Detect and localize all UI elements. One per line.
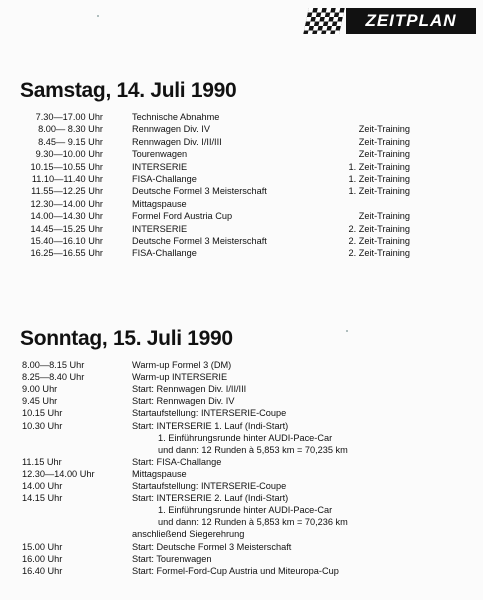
row-session: Zeit-Training (358, 149, 410, 160)
row-time: 14.15 Uhr (22, 493, 63, 504)
schedule-row (0, 541, 483, 553)
row-event: anschließend Siegerehrung (132, 529, 245, 540)
day-title-sunday: Sonntag, 15. Juli 1990 (20, 327, 233, 350)
row-time: 11.15 Uhr (22, 456, 62, 467)
row-time: 9.00 Uhr (22, 384, 58, 395)
schedule-row (0, 123, 483, 135)
schedule-row (0, 371, 483, 383)
schedule-row (0, 504, 483, 516)
row-event: Start: INTERSERIE 1. Lauf (Indi-Start) (132, 420, 289, 431)
row-time: 16.40 Uhr (22, 565, 63, 576)
row-event: Start: FISA-Challange (132, 456, 222, 467)
schedule-row (0, 407, 483, 419)
row-time: 16.25—16.55 Uhr (30, 248, 103, 259)
row-event: Start: INTERSERIE 2. Lauf (Indi-Start) (132, 493, 289, 504)
row-session: 2. Zeit-Training (348, 236, 410, 246)
schedule-row (0, 432, 483, 444)
row-time: 14.45—15.25 Uhr (30, 223, 103, 234)
scan-speck (346, 330, 348, 332)
row-event: Rennwagen Div. IV (132, 124, 210, 135)
row-event: Deutsche Formel 3 Meisterschaft (132, 186, 267, 197)
row-time: 9.30—10.00 Uhr (35, 149, 103, 160)
row-event: Startaufstellung: INTERSERIE-Coupe (132, 481, 287, 491)
scan-speck (97, 15, 99, 17)
row-time: 15.40—16.10 Uhr (30, 236, 103, 246)
row-time: 14.00—14.30 Uhr (30, 211, 103, 222)
row-event: Mittagspause (132, 198, 187, 209)
row-session: 1. Zeit-Training (348, 174, 410, 184)
row-event: INTERSERIE (132, 161, 188, 172)
schedule-row (0, 210, 483, 222)
row-time: 8.00—8.15 Uhr (22, 360, 85, 370)
row-event: Warm-up INTERSERIE (132, 372, 228, 383)
row-time: 8.00— 8.30 Uhr (38, 124, 103, 135)
row-time: 9.45 Uhr (22, 396, 58, 407)
row-event: FISA-Challange (132, 174, 197, 184)
row-session: 1. Zeit-Training (348, 186, 410, 197)
row-time: 7.30—17.00 Uhr (35, 112, 103, 122)
row-event: FISA-Challange (132, 248, 197, 259)
row-time: 14.00 Uhr (22, 481, 63, 491)
schedule-row (0, 456, 483, 468)
schedule-row (0, 136, 483, 148)
row-session: 2. Zeit-Training (348, 223, 410, 234)
header-title: ZEITPLAN (346, 8, 476, 34)
schedule-row (0, 161, 483, 173)
schedule-row (0, 173, 483, 185)
row-time: 10.15 Uhr (22, 408, 63, 419)
row-event: Warm-up Formel 3 (DM) (132, 360, 232, 370)
row-time: 10.30 Uhr (22, 420, 63, 431)
row-session: Zeit-Training (358, 211, 410, 222)
schedule-row (0, 420, 483, 432)
row-event: und dann: 12 Runden à 5,853 km = 70,236 km (158, 517, 348, 528)
row-event: Mittagspause (132, 468, 187, 479)
day-title-saturday: Samstag, 14. Juli 1990 (20, 79, 237, 102)
row-time: 8.45— 9.15 Uhr (38, 136, 103, 147)
row-time: 11.10—11.40 Uhr (31, 174, 103, 184)
row-time: 12.30—14.00 Uhr (30, 198, 103, 209)
row-event: Deutsche Formel 3 Meisterschaft (132, 236, 267, 246)
row-session: 1. Zeit-Training (348, 161, 410, 172)
row-session: Zeit-Training (358, 136, 410, 147)
schedule-row (0, 247, 483, 259)
schedule-row (0, 553, 483, 565)
schedule-row (0, 395, 483, 407)
schedule-row (0, 359, 483, 371)
row-event: Technische Abnahme (132, 112, 220, 122)
zeitplan-header (306, 8, 476, 34)
row-event: Start: Rennwagen Div. IV (132, 396, 235, 407)
schedule-row (0, 235, 483, 247)
schedule-row (0, 468, 483, 480)
row-time: 16.00 Uhr (22, 553, 63, 564)
row-time: 11.55—12.25 Uhr (31, 186, 103, 197)
schedule-row (0, 383, 483, 395)
row-event: Start: Formel-Ford-Cup Austria und Miteuropa-Cup (132, 565, 339, 576)
row-event: Formel Ford Austria Cup (132, 211, 233, 222)
schedule-row (0, 516, 483, 528)
row-session: Zeit-Training (358, 124, 410, 135)
row-event: Tourenwagen (132, 149, 188, 160)
row-session: 2. Zeit-Training (348, 248, 410, 259)
row-time: 8.25—8.40 Uhr (22, 372, 85, 383)
row-event: Startaufstellung: INTERSERIE-Coupe (132, 408, 287, 419)
schedule-row (0, 198, 483, 210)
row-time: 15.00 Uhr (22, 541, 63, 552)
schedule-row (0, 492, 483, 504)
schedule-row (0, 185, 483, 197)
row-event: INTERSERIE (132, 223, 188, 234)
schedule-row (0, 565, 483, 577)
schedule-row (0, 148, 483, 160)
row-event: und dann: 12 Runden à 5,853 km = 70,235 km (158, 444, 348, 455)
schedule-row (0, 223, 483, 235)
schedule-row (0, 528, 483, 540)
row-event: Rennwagen Div. I/II/III (132, 136, 222, 147)
row-event: 1. Einführungsrunde hinter AUDI-Pace-Car (158, 505, 333, 516)
row-time: 10.15—10.55 Uhr (30, 161, 103, 172)
schedule-row (0, 444, 483, 456)
row-event: Start: Deutsche Formel 3 Meisterschaft (132, 541, 292, 552)
checkered-flag-icon (303, 8, 345, 34)
schedule-row (0, 111, 483, 123)
schedule-row (0, 480, 483, 492)
row-event: Start: Rennwagen Div. I/II/III (132, 384, 247, 395)
row-time: 12.30—14.00 Uhr (22, 468, 95, 479)
row-event: 1. Einführungsrunde hinter AUDI-Pace-Car (158, 432, 333, 443)
row-event: Start: Tourenwagen (132, 553, 212, 564)
